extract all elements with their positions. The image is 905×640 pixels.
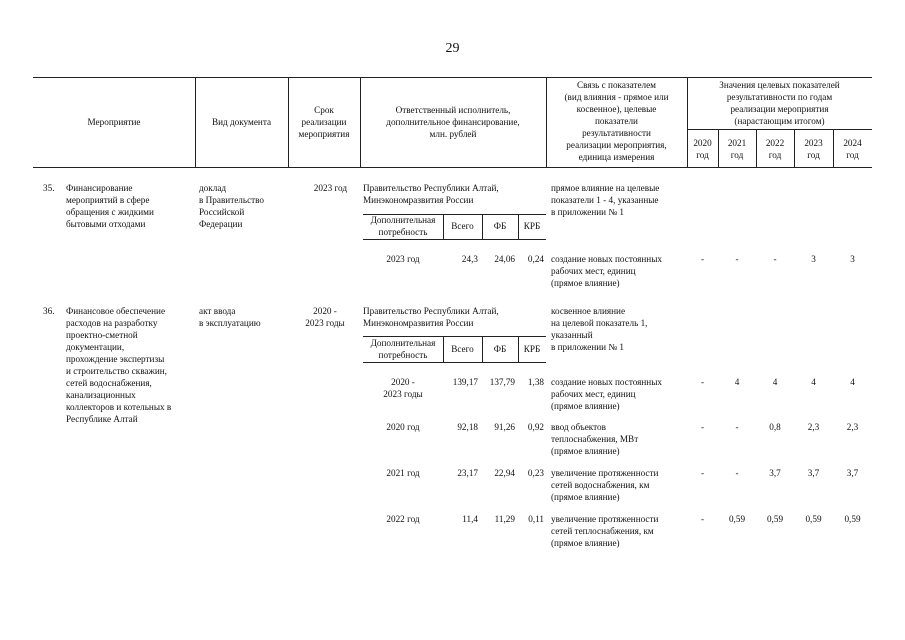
row-number: 35. — [43, 183, 55, 193]
year-2020: 2020 — [693, 138, 712, 148]
years-subheader-rule — [687, 129, 872, 130]
year-2021: 2021 — [727, 138, 747, 148]
year-2023: 2023 — [804, 138, 823, 148]
header-top-rule — [33, 77, 872, 78]
header-bottom-rule — [33, 167, 872, 168]
year-2022: 2022 — [765, 138, 785, 148]
row-number: 36. — [43, 306, 55, 316]
term: 2023 год — [313, 183, 347, 193]
page-number: 29 — [445, 41, 460, 56]
year-2024: 2024 — [843, 138, 862, 148]
header-doc-type: Вид документа — [211, 117, 272, 127]
header-measure: Мероприятие — [87, 117, 141, 127]
